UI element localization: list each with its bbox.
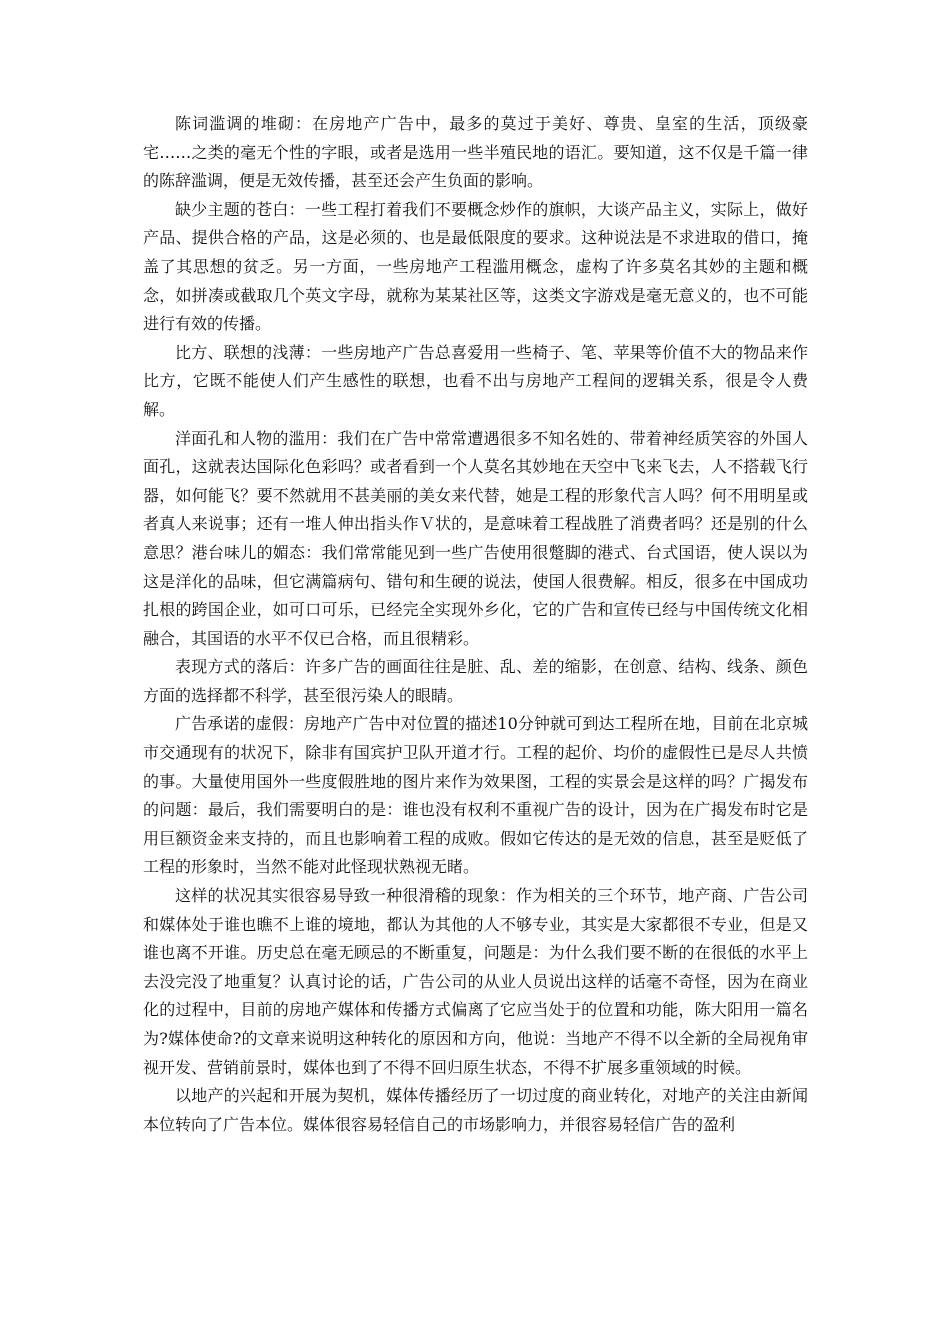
document-body — [143, 110, 808, 1139]
paragraph-media-transformation: 以地产的兴起和开展为契机，媒体传播经历了一切过度的商业转化，对地产的关注由新闻本位转向了广告本位。媒体很容易轻信自己的市场影响力，并很容易轻信广告的盈利 — [143, 1086, 808, 1134]
paragraph-false-promises: 广告承诺的虚假：房地产广告中对位置的描述10分钟就可到达工程所在地，目前在北京城市交通现有的状况下，除非有国宾护卫队开道才行。工程的起价、均价的虚假性已是尽人共愤的事。大量使用国外一些度假胜地的图片来作为效果图，工程的实景会是这样的吗？广揭发布的问题：最后，我们需要明白的是：谁也没有权利不重视广告的设计，因为在广揭发布时它是用巨额资金来支持的，而且也影响着工程的成败。假如它传达的是无效的信息，甚至是贬低了工程的形象时，当然不能对此怪现状熟视无睹。 — [143, 714, 808, 877]
paragraph-outdated-presentation: 表现方式的落后：许多广告的画面往往是脏、乱、差的缩影，在创意、结构、线条、颜色方面的选择都不科学，甚至很污染人的眼睛。 — [143, 657, 808, 705]
paragraph-foreign-faces: 洋面孔和人物的滥用：我们在广告中常常遭遇很多不知名姓的、带着神经质笑容的外国人面孔，这就表达国际化色彩吗？或者看到一个人莫名其妙地在天空中飞来飞去，人不搭载飞行器，如何能飞？要不然就用不甚美丽的美女来代替，她是工程的形象代言人吗？何不用明星或者真人来说事；还有一堆人伸出指头作Ｖ状的，是意味着工程战胜了消费者吗？还是别的什么意思？港台味儿的媚态：我们常常能见到一些广告使用很蹩脚的港式、台式国语，使人误以为这是洋化的品味，但它满篇病句、错句和生硬的说法，使国人很费解。相反，很多在中国成功扎根的跨国企业，如可口可乐，已经完全实现外乡化，它的广告和宣传已经与中国传统文化相融合，其国语的水平不仅已合格，而且很精彩。 — [143, 428, 808, 648]
paragraph-absurd-phenomenon: 这样的状况其实很容易导致一种很滑稽的现象：作为相关的三个环节，地产商、广告公司和媒体处于谁也瞧不上谁的境地，都认为其他的人不够专业，其实是大家都很不专业，但是又谁也离不开谁。历史总在毫无顾忌的不断重复，问题是：为什么我们要不断的在很低的水平上去没完没了地重复？认真讨论的话，广告公司的从业人员说出这样的话毫不奇怪，因为在商业化的过程中，目前的房地产媒体和传播方式偏离了它应当处于的位置和功能，陈大阳用一篇名为?媒体使命?的文章来说明这种转化的原因和方向，他说：当地产不得不以全新的全局视角审视开发、营销前景时，媒体也到了不得不回归原生状态，不得不扩展多重领域的时候。 — [143, 886, 808, 1077]
paragraph-lack-of-theme: 缺少主题的苍白：一些工程打着我们不要概念炒作的旗帜，大谈产品主义，实际上，做好产品、提供合格的产品，这是必须的、也是最低限度的要求。这种说法是不求进取的借口，掩盖了其思想的贫乏。另一方面，一些房地产工程滥用概念，虚构了许多莫名其妙的主题和概念，如拼凑或截取几个英文字母，就称为某某社区等，这类文字游戏是毫无意义的，也不可能进行有效的传播。 — [143, 199, 808, 334]
paragraph-shallow-metaphors: 比方、联想的浅薄：一些房地产广告总喜爱用一些椅子、笔、苹果等价值不大的物品来作比方，它既不能使人们产生感性的联想，也看不出与房地产工程间的逻辑关系，很是令人费解。 — [143, 342, 808, 419]
paragraph-clichés: 陈词滥调的堆砌：在房地产广告中，最多的莫过于美好、尊贵、皇室的生活，顶级豪宅……之类的毫无个性的字眼，或者是选用一些半殖民地的语汇。要知道，这不仅是千篇一律的陈辞滥调，便是无效传播，甚至还会产生负面的影响。 — [143, 114, 808, 191]
